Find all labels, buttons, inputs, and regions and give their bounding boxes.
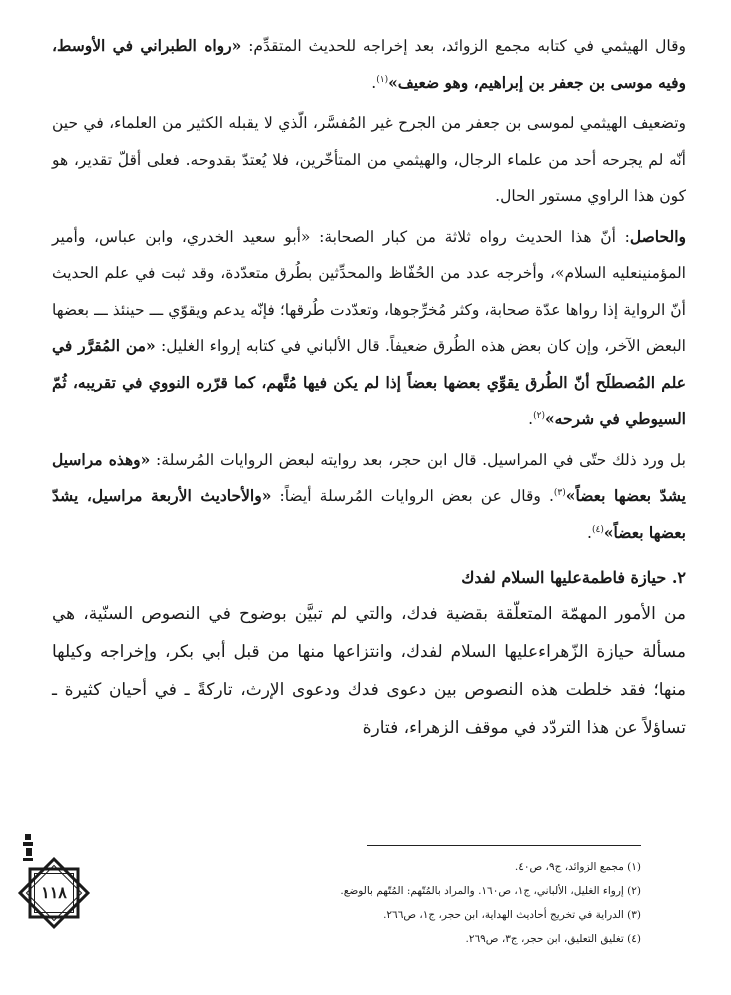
text-run: . [587, 523, 592, 542]
text-run: «وهذه مراسيل يشدّ بعضها بعضاً» [52, 449, 686, 505]
footnotes [201, 855, 641, 951]
footnote-ref: (١) [376, 74, 389, 85]
text-run: «والأحاديث الأربعة مراسيل، يشدّ بعضها بعضاً» [52, 486, 686, 542]
section-heading: ٢. حيازة فاطمةعليها السلام لفدك [461, 568, 686, 587]
body-paragraph [52, 28, 686, 101]
text-run: «رواه الطبراني في الأوسط، وفيه موسى بن جعفر بن إبراهيم، وهو ضعيف» [52, 36, 686, 92]
footnote-2: (٢) إرواء الغليل، الألباني، ج١، ص١٦٠. والمراد بالمُتّهم: المُتّهم بالوضع. [340, 885, 641, 897]
footnote-ref: (٤) [591, 524, 604, 535]
text-run: . [528, 410, 534, 428]
page-body [52, 28, 686, 747]
footnote-3: (٣) الدراية في تخريج أحاديث الهداية، ابن حجر، ج١، ص٢٦٦. [383, 909, 641, 921]
text-run: بل ورد ذلك حتّى في المراسيل. قال ابن حجر، بعد روايته لبعض الروايات المُرسلة: [150, 450, 686, 469]
footnote-separator [367, 845, 641, 846]
page-number-badge [16, 855, 92, 931]
footnote-ref: (٣) [553, 487, 566, 498]
footnote-4: (٤) تغليق التعليق، ابن حجر، ج٣، ص٢٦٩. [465, 933, 641, 945]
text-run: : أنّ هذا الحديث رواه ثلاثة من كبار الصحابة: «أبو سعيد الخدري، وابن عباس، وأمير المؤمنينعليه السلام»، وأخرجه عدد من الحُفّاظ والمحدِّثين بطُرق متعدّدة، وقد ثبت في علم الحديث أنّ الرواية إذا رواها عدّة صحابة، وكثر مُخرِّجوها، وتعدّدت طُرقها؛ فإنّه يدعم ويقوّي ـــ حينئذ ـــ بعضها البعض الآخر، وإن كان بعض هذه الطُرق ضعيفاً. قال الألباني في كتابه إرواء الغليل: [52, 227, 686, 355]
footnote-ref: (٢) [533, 410, 545, 421]
text-run: وقال الهيثمي في كتابه مجمع الزوائد، بعد إخراجه للحديث المتقدِّم: [241, 37, 686, 55]
section-paragraph: من الأمور المهمّة المتعلّقة بقضية فدك، والتي لم تبيَّن بوضوح في النصوص السنّية، هي مسألة حيازة الزّهراءعليها السلام لفدك، وانتزاعها منها من قبل أبي بكر، وإخراجه وكيلها منها؛ فقد خلطت هذه النصوص بين دعوى فدك ودعوى الإرث، تاركةً ـ في أحيان كثيرة ـ تساؤلاً عن هذا التردّد في موقف الزهراء، فتارة [52, 604, 686, 738]
text-run: . [371, 73, 377, 92]
body-paragraph [52, 219, 686, 438]
body-paragraph [52, 442, 686, 552]
text-run: «من المُقرَّر في علم المُصطلَح أنّ الطُرق يقوِّي بعضها بعضاً إذا لم يكن فيها مُتَّهم، كما قرّره النووي في تقريبه، ثُمّ السيوطي في شرحه» [52, 336, 686, 428]
body-paragraphs [52, 28, 686, 551]
text-run: والحاصل [629, 226, 686, 246]
page-number: ١١٨ [41, 883, 67, 902]
footnote-1: (١) مجمع الزوائد، ج٩، ص٤٠. [514, 861, 641, 873]
text-run: وتضعيف الهيثمي لموسى بن جعفر من الجرح غير المُفسَّر، الّذي لا يقبله الكثير من العلماء، في حين أنّه لم يجرحه أحد من علماء الرجال، والهيثمي من المتأخّرين، فلا يُعتدّ بقدوحه. فعلى أقلّ تقدير، هو كون هذا الراوي مستور الحال. [52, 114, 686, 205]
text-run: . وقال عن بعض الروايات المُرسلة أيضاً: [271, 487, 554, 505]
body-paragraph [52, 105, 686, 215]
